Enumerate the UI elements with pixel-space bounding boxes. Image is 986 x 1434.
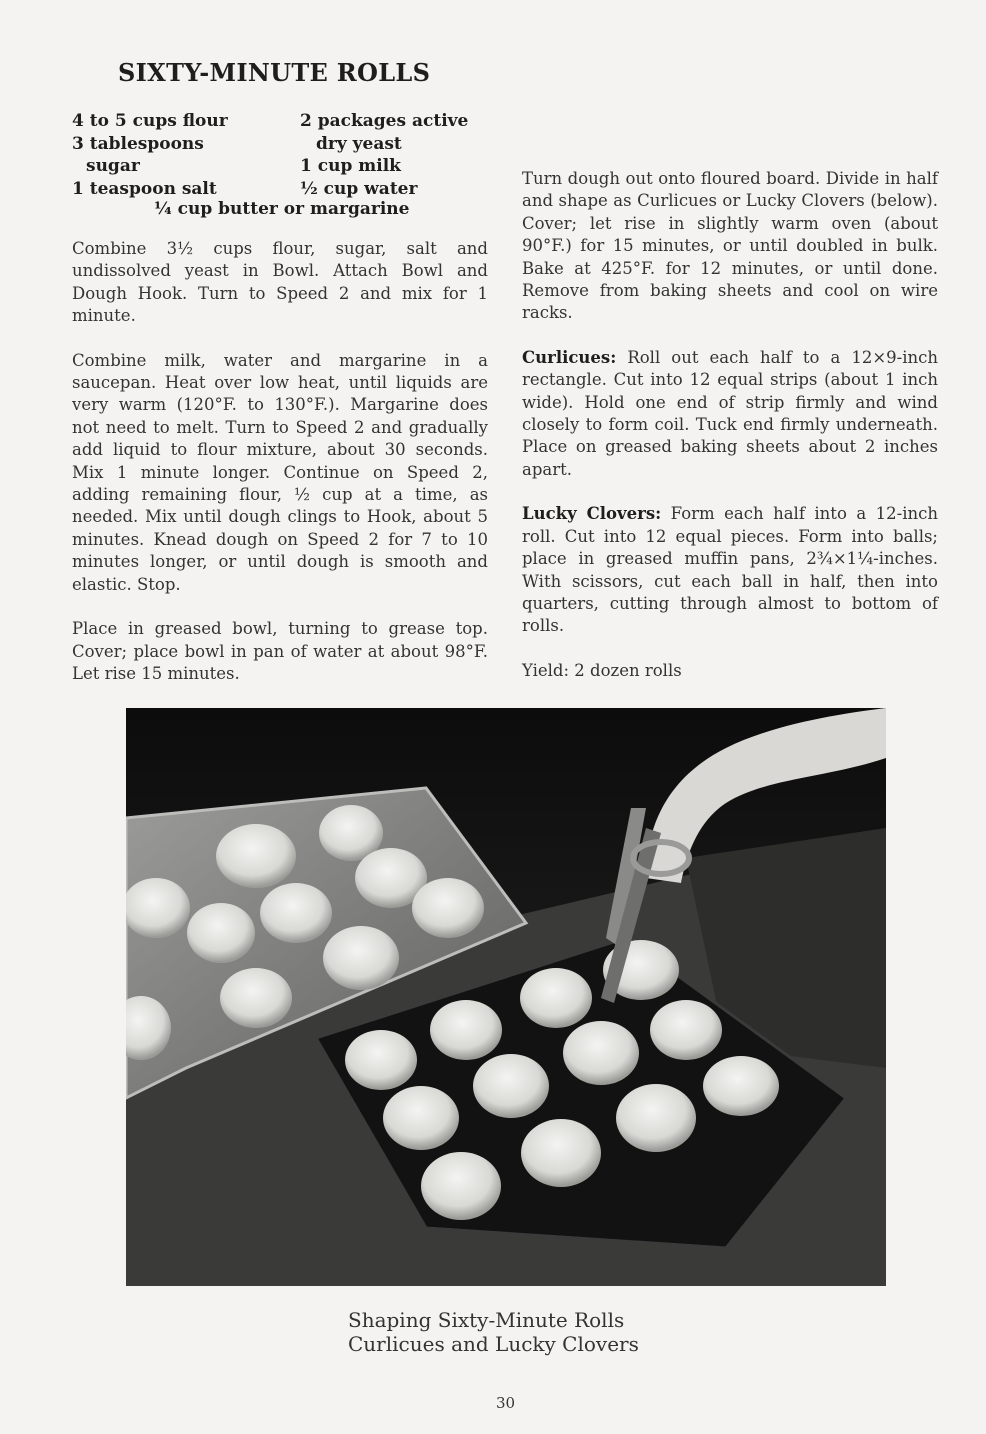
lucky-clovers-paragraph [522,503,938,637]
lucky-clovers-text: Form each half into a 12-inch roll. Cut into 12 equal pieces. Form into balls; place in greased muffin pans, 2¾×1¼-inches. With scissors, cut each ball in half, then into quarters, cutting through almost to bottom of rolls. [522,504,938,636]
curlicues-heading: Curlicues: [522,347,617,367]
ingredient-line: ¼ cup butter or margarine [154,199,410,219]
yield-text: Yield: 2 dozen rolls [522,660,682,680]
instruction-paragraph: Turn dough out onto floured board. Divide in half and shape as Curlicues or Lucky Clovers (below). Cover; let rise in slightly warm oven (about 90°F.) for 15 minutes, or until doubled in bulk. Bake at 425°F. for 12 minutes, or until done. Remove from baking sheets and cool on wire racks. [522,169,938,323]
ingredient-line: 3 tablespoons [72,133,204,154]
ingredient-line: ½ cup water [300,178,418,199]
lucky-clovers-heading: Lucky Clovers: [522,504,662,524]
instructions-right-column [522,168,938,704]
curlicues-paragraph [522,347,938,481]
ingredient-line: 1 teaspoon salt [72,178,217,199]
ingredients-left-column [72,110,302,200]
ingredients-right-column [300,110,500,200]
page-number: 30 [496,1394,516,1412]
caption-line: Shaping Sixty-Minute Rolls [348,1308,625,1332]
instruction-paragraph: Combine milk, water and margarine in a saucepan. Heat over low heat, until liquids are very warm (120°F. to 130°F.). Margarine does not need to melt. Turn to Speed 2 and gradually add liquid to flour mixture, about 30 seconds. Mix 1 minute longer. Continue on Speed 2, adding remaining flour, ½ cup at a time, as needed. Mix until dough clings to Hook, about 5 minutes. Knead dough on Speed 2 for 7 to 10 minutes longer, or until dough is smooth and elastic. Stop. [72,350,488,594]
instruction-paragraph: Place in greased bowl, turning to grease top. Cover; place bowl in pan of water at about 98°F. Let rise 15 minutes. [72,619,488,683]
ingredient-line: sugar [86,156,140,176]
photo-caption [348,1308,768,1356]
rolls-photo [126,708,886,1286]
ingredient-line: 1 cup milk [300,156,401,176]
instruction-paragraph: Combine 3½ cups flour, sugar, salt and undissolved yeast in Bowl. Attach Bowl and Dough Hook. Turn to Speed 2 and mix for 1 minute. [72,239,488,326]
ingredient-line: 4 to 5 cups flour [72,111,228,131]
recipe-title: SIXTY-MINUTE ROLLS [118,58,431,87]
instructions-left-column [72,238,488,707]
rolls-photo-illustration [126,708,886,1286]
curlicues-text: Roll out each half to a 12×9-inch rectangle. Cut into 12 equal strips (about 1 inch wide). Hold one end of strip firmly and wind closely to form coil. Tuck end firmly underneath. Place on greased baking sheets about 2 inches apart. [522,347,938,479]
ingredient-line: dry yeast [316,133,402,154]
caption-line: Curlicues and Lucky Clovers [348,1332,639,1356]
ingredient-line: 2 packages active [300,111,469,131]
